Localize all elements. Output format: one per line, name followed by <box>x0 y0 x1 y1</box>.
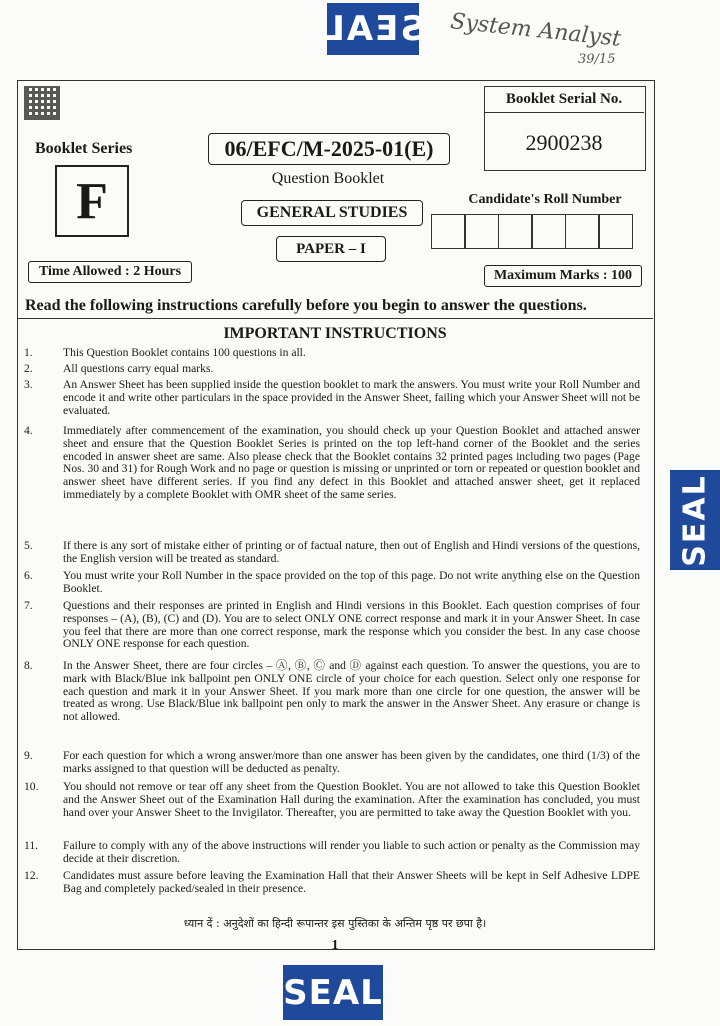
instruction-number: 7. <box>24 599 33 612</box>
instruction-item <box>24 540 640 566</box>
instruction-text: Candidates must assure before leaving the Examination Hall that their Answer Sheets will be kept in Self Adhesive LDPE Bag and completely packed/sealed in their presence. <box>63 869 640 895</box>
instruction-text: In the Answer Sheet, there are four circles – Ⓐ, Ⓑ, Ⓒ and Ⓓ against each question. To answer the questions, you are to mark with Black/Blue ink ballpoint pen ONLY ONE circle of your choice for each question. Select only one response for each question and mark it in your Answer Sheet. If you mark more than one circle for one question, the answer will be treated as wrong. Use Black/Blue ink ballpoint pen only to mark the answer in the Answer Sheet. Any erasure or change is not allowed. <box>63 659 640 724</box>
paper-title: PAPER – I <box>276 236 386 262</box>
instruction-text: For each question for which a wrong answer/more than one answer has been given by the candidates, one third (1/3) of the marks assigned to that question will be deducted as penalty. <box>63 749 640 775</box>
time-allowed: Time Allowed : 2 Hours <box>28 261 192 283</box>
roll-cell[interactable] <box>431 214 466 249</box>
serial-title: Booklet Serial No. <box>484 86 644 113</box>
instruction-number: 6. <box>24 569 33 582</box>
instruction-number: 11. <box>24 839 39 852</box>
instruction-item <box>24 660 640 724</box>
page-number: 1 <box>331 938 339 953</box>
instruction-text: Questions and their responses are printed in English and Hindi versions in this Booklet. Each question comprises of four responses – (A), (B), (C) and (D). You are to select ONLY ONE correct response and mark it in your Answer Sheet. In case you feel that there are more than one correct response, mark the response which you consider the best. In any case choose ONLY ONE response for each question. <box>63 599 640 651</box>
instruction-item <box>24 870 640 896</box>
maximum-marks: Maximum Marks : 100 <box>484 265 642 287</box>
instruction-item <box>24 363 640 376</box>
instruction-text: All questions carry equal marks. <box>63 362 214 375</box>
qr-code-icon <box>24 86 60 120</box>
instruction-number: 1. <box>24 346 33 359</box>
instruction-number: 10. <box>24 780 39 793</box>
seal-side-label: SEAL <box>677 473 713 567</box>
instruction-item <box>24 840 640 866</box>
roll-cell[interactable] <box>464 214 499 249</box>
question-booklet-label: Question Booklet <box>271 170 385 187</box>
instruction-item <box>24 750 640 776</box>
instruction-number: 8. <box>24 659 33 672</box>
instruction-text: This Question Booklet contains 100 questions in all. <box>63 346 306 359</box>
instruction-number: 3. <box>24 378 33 391</box>
roll-cell[interactable] <box>498 214 533 249</box>
instruction-text: Failure to comply with any of the above instructions will render you liable to such action or penalty as the Commission may decide at their discretion. <box>63 839 640 865</box>
instruction-item <box>24 379 640 417</box>
seal-sticker-top: SEAL <box>327 3 419 55</box>
divider <box>17 318 653 319</box>
roll-number-label: Candidate's Roll Number <box>468 192 622 207</box>
instruction-text: If there is any sort of mistake either of printing or of factual nature, then out of English and Hindi versions of the questions, the English version will be treated as standard. <box>63 539 640 565</box>
instruction-item <box>24 570 640 596</box>
instruction-item <box>24 425 640 502</box>
important-instructions-title: IMPORTANT INSTRUCTIONS <box>223 325 447 342</box>
instruction-number: 4. <box>24 424 33 437</box>
instruction-number: 2. <box>24 362 33 375</box>
instruction-text: Immediately after commencement of the examination, you should check up your Question Booklet and attached answer sheet and ensure that the Question Booklet Series is printed on the top left-hand corner of the Booklet and the series encoded in answer sheet are same. Also please check that the Booklet contains 32 printed pages including two pages (Page Nos. 30 and 31) for Rough Work and no page or question is missing or unprinted or torn or repeated or question booklet and answer sheet have different series. If you find any defect in this Booklet and attached answer sheet, get it replaced immediately by a complete Booklet with OMR sheet of the same series. <box>63 424 640 501</box>
seal-sticker-side <box>670 470 720 570</box>
roll-cell[interactable] <box>598 214 633 249</box>
seal-sticker-bottom: SEAL <box>283 965 383 1020</box>
instruction-text: You should not remove or tear off any sheet from the Question Booklet. You are not allowed to take this Question Booklet and the Answer Sheet out of the Examination Hall during the examination. After the examination has concluded, you must hand over your Answer Sheet to the Invigilator. Thereafter, you are permitted to take away the Question Booklet with you. <box>63 780 640 819</box>
instruction-item <box>24 781 640 819</box>
serial-number: 2900238 <box>525 130 603 155</box>
roll-cell[interactable] <box>531 214 566 249</box>
instruction-item <box>24 600 640 651</box>
roll-number-field[interactable] <box>432 214 633 249</box>
hindi-note: ध्यान दें : अनुदेशों का हिन्दी रूपान्तर इस पुस्तिका के अन्तिम पृष्ठ पर छपा है। <box>183 917 487 930</box>
instruction-number: 5. <box>24 539 33 552</box>
subject-title: GENERAL STUDIES <box>241 200 423 226</box>
instruction-number: 9. <box>24 749 33 762</box>
booklet-series-letter: F <box>55 165 129 237</box>
read-instructions-line: Read the following instructions carefully before you begin to answer the questions. <box>25 297 587 314</box>
instruction-text: An Answer Sheet has been supplied inside the question booklet to mark the answers. You must write your Roll Number and encode it and write other particulars in the space provided in the Answer Sheet, failing which your Answer Sheet will not be evaluated. <box>63 378 640 417</box>
handwritten-date: 39/15 <box>578 52 616 67</box>
booklet-code: 06/EFC/M-2025-01(E) <box>208 133 450 165</box>
instruction-text: You must write your Roll Number in the space provided on the top of this page. Do not write anything else on the Question Booklet. <box>63 569 640 595</box>
roll-cell[interactable] <box>565 214 600 249</box>
booklet-series-label: Booklet Series <box>35 140 133 157</box>
handwritten-annotation: System Analyst <box>449 9 623 52</box>
instruction-number: 12. <box>24 869 39 882</box>
instruction-item <box>24 347 640 360</box>
